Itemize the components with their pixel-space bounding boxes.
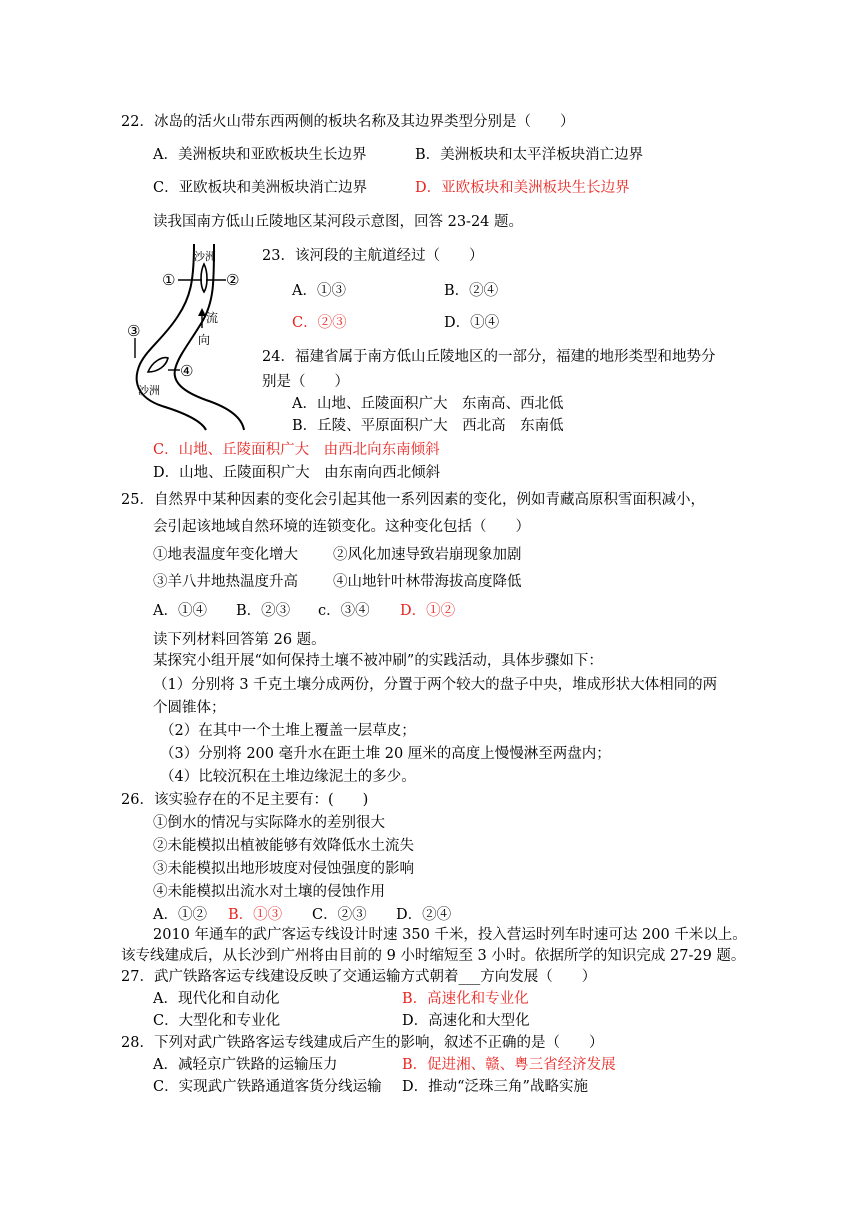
- q23-option-a: A．①③: [292, 283, 346, 299]
- q27-option-c: C．大型化和专业化: [153, 1013, 281, 1029]
- q28-option-b-answer: B．促进湘、赣、粤三省经济发展: [402, 1057, 616, 1073]
- q23-stem: 23．该河段的主航道经过（ ）: [262, 248, 484, 264]
- intro-26: 读下列材料回答第 26 题。: [153, 632, 326, 648]
- intro-27-29-line-2: 该专线建成后，从长沙到广州将由目前的 9 小时缩短至 3 小时。依据所学的知识完成 27-29 题。: [121, 948, 746, 964]
- q27-option-d: D．高速化和大型化: [402, 1013, 530, 1029]
- q27-option-a: A．现代化和自动化: [153, 991, 280, 1007]
- q26-option-a: A．①②: [153, 907, 207, 923]
- material-line-5: （3）分别将 200 毫升水在距土堆 20 厘米的高度上慢慢淋至两盘内；: [160, 746, 611, 762]
- q23-option-b: B．②④: [444, 283, 499, 299]
- q28-option-d: D．推动“泛珠三角”战略实施: [402, 1079, 588, 1095]
- q25-statement-2: ②风化加速导致岩崩现象加剧: [333, 547, 522, 563]
- q22-stem: 22．冰岛的活火山带东西两侧的板块名称及其边界类型分别是（ ）: [121, 114, 575, 130]
- q25-option-c: c．③④: [318, 603, 370, 619]
- upper-sandbar-shape: [201, 264, 207, 292]
- map-label-flow-2: 向: [198, 333, 211, 347]
- river-sketch-map: [118, 242, 258, 432]
- material-line-3: 个圆锥体；: [153, 700, 226, 716]
- q27-stem: 27．武广铁路客运专线建设反映了交通运输方式朝着___方向发展（ ）: [121, 969, 597, 985]
- q28-option-c: C．实现武广铁路通道客货分线运输: [153, 1079, 382, 1095]
- q25-option-a: A．①④: [153, 603, 207, 619]
- map-marker-2: ②: [226, 271, 240, 289]
- q26-option-d: D．②④: [396, 907, 452, 923]
- q22-option-d-answer: D．亚欧板块和美洲板块生长边界: [415, 180, 630, 196]
- map-label-sandbar-top: 沙洲: [194, 250, 216, 263]
- material-line-1: 某探究小组开展“如何保持土壤不被冲刷”的实践活动，具体步骤如下：: [153, 653, 603, 669]
- material-line-6: （4）比较沉积在土堆边缘泥土的多少。: [160, 769, 416, 785]
- q25-option-d-answer: D．①②: [400, 603, 456, 619]
- q25-statement-4: ④山地针叶林带海拔高度降低: [333, 574, 522, 590]
- material-line-2: （1）分别将 3 千克土壤分成两份，分置于两个较大的盘子中央，堆成形状大体相同的两: [153, 677, 718, 693]
- map-marker-3: ③: [127, 322, 141, 340]
- q25-stem-line-2: 会引起该地域自然环境的连锁变化。这种变化包括（ ）: [153, 519, 530, 535]
- q26-statement-4: ④未能模拟出流水对土壤的侵蚀作用: [153, 884, 385, 900]
- q24-stem-line-1: 24．福建省属于南方低山丘陵地区的一部分，福建的地形类型和地势分: [262, 349, 716, 365]
- q27-option-b-answer: B．高速化和专业化: [402, 991, 529, 1007]
- map-marker-1: ①: [162, 271, 176, 289]
- q25-stem-line-1: 25．自然界中某种因素的变化会引起其他一系列因素的变化，例如青藏高原积雪面积减小，: [121, 492, 705, 508]
- map-label-flow-1: 流: [206, 311, 219, 325]
- q26-statement-2: ②未能模拟出植被能够有效降低水土流失: [153, 838, 414, 854]
- q26-option-c: C．②③: [312, 907, 367, 923]
- q22-option-c: C．亚欧板块和美洲板块消亡边界: [153, 180, 368, 196]
- q25-option-b: B．②③: [236, 603, 291, 619]
- q22-option-a: A．美洲板块和亚欧板块生长边界: [153, 147, 367, 163]
- q22-option-b: B．美洲板块和太平洋板块消亡边界: [415, 147, 644, 163]
- q25-statement-3: ③羊八井地热温度升高: [153, 574, 298, 590]
- map-label-sandbar-bottom: 沙洲: [138, 384, 160, 397]
- q26-stem: 26．该实验存在的不足主要有：( ): [121, 792, 369, 808]
- q25-statement-1: ①地表温度年变化增大: [153, 547, 298, 563]
- q23-option-c-answer: C．②③: [292, 315, 347, 331]
- q26-statement-3: ③未能模拟出地形坡度对侵蚀强度的影响: [153, 861, 414, 877]
- lower-sandbar-shape: [148, 358, 168, 372]
- q28-option-a: A．减轻京广铁路的运输压力: [153, 1057, 338, 1073]
- map-marker-4: ④: [180, 362, 194, 380]
- q23-option-d: D．①④: [444, 315, 500, 331]
- q24-stem-line-2: 别是（ ）: [262, 374, 349, 390]
- material-line-4: （2）在其中一个土堆上覆盖一层草皮；: [160, 723, 416, 739]
- q24-option-c-answer: C．山地、丘陵面积广大 由西北向东南倾斜: [153, 442, 440, 458]
- q26-option-b-answer: B．①③: [228, 907, 283, 923]
- q28-stem: 28．下列对武广铁路客运专线建成后产生的影响，叙述不正确的是（ ）: [121, 1035, 604, 1051]
- q24-option-b: B．丘陵、平原面积广大 西北高 东南低: [292, 418, 564, 434]
- intro-27-29-line-1: 2010 年通车的武广客运专线设计时速 350 千米，投入营运时列车时速可达 200 千米以上。: [153, 927, 747, 943]
- q26-statement-1: ①倒水的情况与实际降水的差别很大: [153, 815, 385, 831]
- q24-option-d: D．山地、丘陵面积广大 由东南向西北倾斜: [153, 465, 441, 481]
- intro-23-24: 读我国南方低山丘陵地区某河段示意图，回答 23-24 题。: [153, 214, 524, 230]
- q24-option-a: A．山地、丘陵面积广大 东南高、西北低: [292, 396, 564, 412]
